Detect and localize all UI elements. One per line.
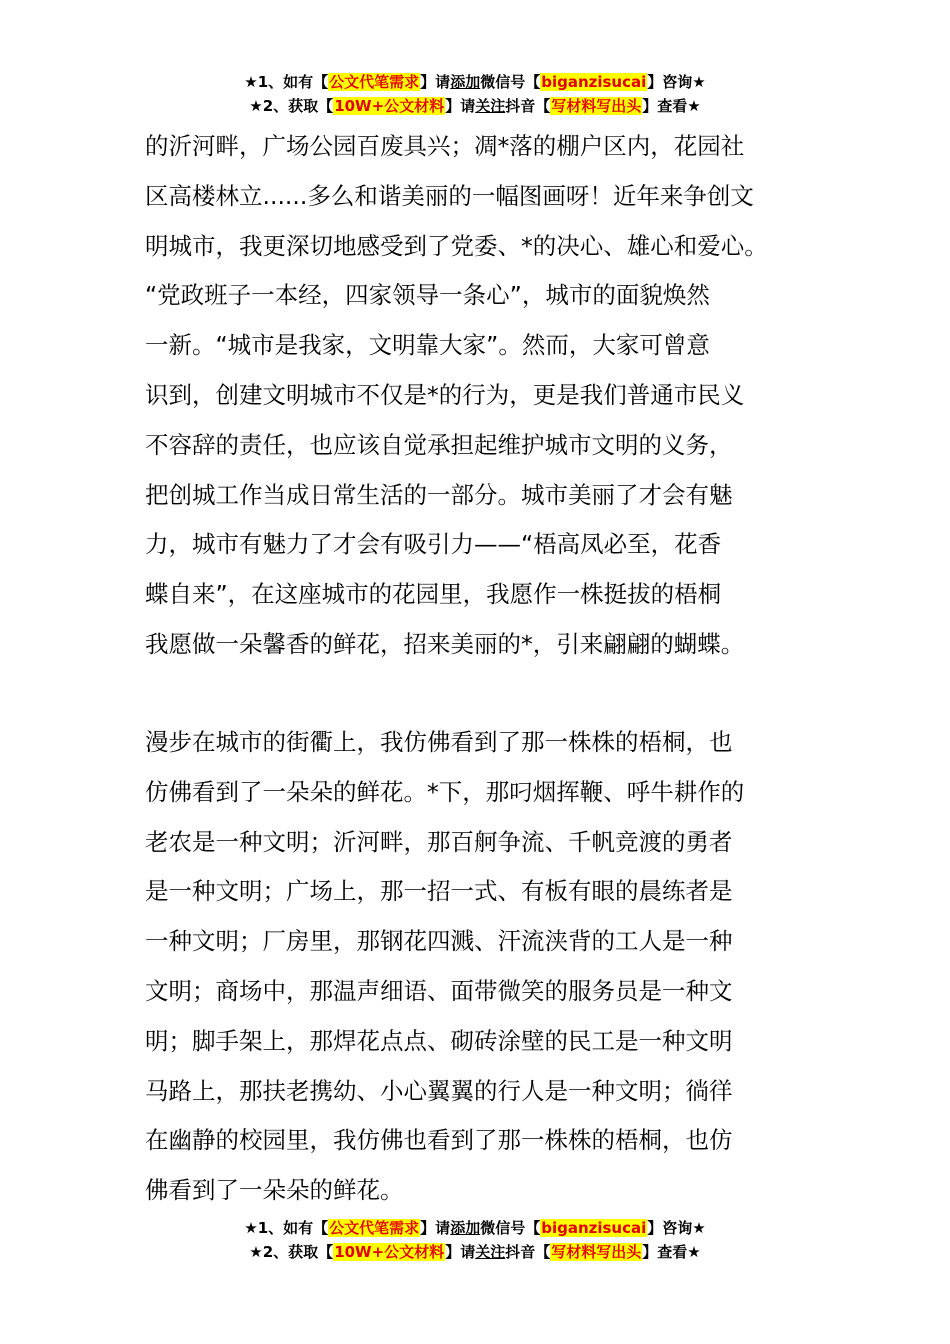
paragraph-line: 漫步在城市的街衢上，我仿佛看到了那一株株的梧桐，也	[145, 728, 733, 756]
banner-text: 抖音【	[505, 1243, 551, 1261]
highlight-douyin: 写材料写出头	[551, 97, 642, 115]
paragraph-line: 蝶自来”，在这座城市的花园里，我愿作一株挺拔的梧桐	[145, 580, 722, 609]
paragraph-line: 力，城市有魅力了才会有吸引力——“梧高凤必至，花香	[145, 530, 722, 559]
paragraph-line: 文明；商场中，那温声细语、面带微笑的服务员是一种文	[145, 976, 733, 1005]
highlight-service: 公文代笔需求	[329, 73, 420, 91]
paragraph-line: 马路上，那扶老携幼、小心翼翼的行人是一种文明；徜徉	[145, 1076, 733, 1105]
underlined-text: 关注	[475, 97, 506, 115]
paragraph-line: 区高楼林立......多么和谐美丽的一幅图画呀！近年来争创文	[145, 181, 754, 210]
highlight-materials: 10W+公文材料	[334, 97, 445, 115]
banner-text: 】咨询★	[647, 73, 706, 91]
banner-text: 】请	[445, 97, 476, 115]
banner-text: 抖音【	[505, 97, 551, 115]
paragraph-line: 不容辞的责任，也应该自觉承担起维护城市文明的义务，	[145, 430, 733, 459]
paragraph-line: 我愿做一朵馨香的鲜花，招来美丽的*，引来翩翩的蝴蝶。	[145, 629, 745, 658]
highlight-wechat-id: biganzisucai	[541, 73, 647, 91]
paragraph-line: 在幽静的校园里，我仿佛也看到了那一株株的梧桐，也仿	[145, 1126, 733, 1155]
banner-line-2	[0, 94, 950, 118]
paragraph-line: 识到，创建文明城市不仅是*的行为，更是我们普通市民义	[145, 380, 745, 409]
highlight-materials: 10W+公文材料	[334, 1243, 445, 1261]
paragraph-line: 仿佛看到了一朵朵的鲜花。*下，那叼烟挥鞭、呼牛耕作的	[145, 777, 745, 806]
banner-text: 】请	[420, 73, 451, 91]
highlight-service: 公文代笔需求	[329, 1219, 420, 1237]
banner-text: 微信号【	[480, 73, 541, 91]
banner-line-1	[0, 70, 950, 94]
banner-line-1	[0, 1216, 950, 1240]
paragraph-line: 明城市，我更深切地感受到了党委、*的决心、雄心和爱心。	[145, 231, 768, 260]
paragraph-line: 老农是一种文明；沂河畔，那百舸争流、千帆竞渡的勇者	[145, 827, 733, 856]
paragraph-line: 一种文明；厂房里，那钢花四溅、汗流浃背的工人是一种	[145, 927, 733, 956]
underlined-text: 添加	[450, 73, 481, 91]
banner-text: ★2、获取【	[249, 1243, 334, 1261]
underlined-text: 关注	[475, 1243, 506, 1261]
banner-text: 微信号【	[480, 1219, 541, 1237]
paragraph-1	[145, 122, 825, 670]
highlight-wechat-id: biganzisucai	[541, 1219, 647, 1237]
underlined-text: 添加	[450, 1219, 481, 1237]
banner-text: 】咨询★	[647, 1219, 706, 1237]
bottom-banner	[0, 1216, 950, 1264]
paragraph-2	[145, 718, 825, 1216]
top-banner	[0, 70, 950, 118]
banner-text: 】查看★	[642, 1243, 701, 1261]
paragraph-line: 一新。“城市是我家，文明靠大家”。然而，大家可曾意	[145, 331, 710, 360]
paragraph-line: 把创城工作当成日常生活的一部分。城市美丽了才会有魅	[145, 480, 733, 509]
banner-text: ★1、如有【	[244, 1219, 329, 1237]
banner-line-2	[0, 1240, 950, 1264]
banner-text: ★1、如有【	[244, 73, 329, 91]
banner-text: 】查看★	[642, 97, 701, 115]
highlight-douyin: 写材料写出头	[551, 1243, 642, 1261]
banner-text: ★2、获取【	[249, 97, 334, 115]
banner-text: 】请	[445, 1243, 476, 1261]
banner-text: 】请	[420, 1219, 451, 1237]
paragraph-line: 明；脚手架上，那焊花点点、砌砖涂壁的民工是一种文明	[145, 1026, 733, 1055]
paragraph-line: “党政班子一本经，四家领导一条心”，城市的面貌焕然	[145, 281, 710, 310]
paragraph-line: 是一种文明；广场上，那一招一式、有板有眼的晨练者是	[145, 877, 733, 906]
paragraph-line: 佛看到了一朵朵的鲜花。	[145, 1176, 404, 1205]
paragraph-line: 的沂河畔，广场公园百废具兴；凋*落的棚户区内，花园社	[145, 132, 745, 160]
